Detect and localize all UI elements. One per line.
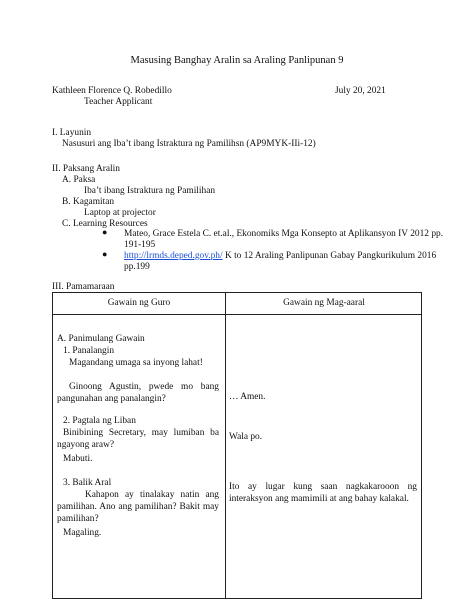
good-remark-1: Mabuti. <box>63 454 93 464</box>
section-1-heading: I. Layunin <box>52 128 92 138</box>
materials-label: B. Kagamitan <box>62 197 115 207</box>
bullet-icon: ● <box>102 249 108 259</box>
prayer-request-text: Ginoong Agustin, pwede mo bang pangunahan ang panalangin? <box>57 382 219 404</box>
market-definition-response: Ito ay lugar kung saan nagkakarooon ng interaksyon ang mamimili at ang bahay kalakal. <box>229 482 417 504</box>
author-role: Teacher Applicant <box>84 97 153 107</box>
table-header <box>53 293 421 315</box>
good-remark-2: Magaling. <box>63 528 102 538</box>
prayer-heading: 1. Panalangin <box>63 346 115 356</box>
absence-response: Wala po. <box>229 432 263 442</box>
attendance-heading: 2. Pagtala ng Liban <box>63 416 136 426</box>
objective-text: Nasusuri ang Iba’t ibang Istraktura ng Pamilihsn (AP9MYK-IIi-12) <box>62 139 316 149</box>
column-divider <box>225 293 226 598</box>
lesson-date: July 20, 2021 <box>335 86 386 96</box>
topic-text: Iba’t ibang Istraktura ng Pamilihan <box>84 186 216 196</box>
section-3-heading: III. Pamamaraan <box>52 282 115 292</box>
resource-2-link[interactable]: http://lrmds.deped.gov.ph/ <box>124 251 223 261</box>
author-name: Kathleen Florence Q. Robedillo <box>52 86 172 96</box>
materials-text: Laptop at projector <box>84 208 156 218</box>
section-2-heading: II. Paksang Aralin <box>52 164 120 174</box>
initial-activities-heading: A. Panimulang Gawain <box>57 334 145 344</box>
resource-2-text: K to 12 Araling Panlipunan Gabay Pangkurikulum 2016 <box>222 251 437 261</box>
teacher-column-header: Gawain ng Guro <box>107 298 171 308</box>
amen-response: … Amen. <box>229 392 266 402</box>
document-title: Masusing Banghay Aralin sa Araling Panlipunan 9 <box>130 55 344 66</box>
topic-label: A. Paksa <box>62 175 96 185</box>
resource-2-line-2: pp.199 <box>124 262 150 272</box>
review-heading: 3. Balik Aral <box>63 478 112 488</box>
resource-1-line-1: Mateo, Grace Estela C. et.al., Ekonomiks Mga Konsepto at Aplikansyon IV 2012 pp. <box>124 229 444 239</box>
attendance-question-text: Binibining Secretary, may lumiban ba ngayong araw? <box>57 428 219 450</box>
resource-1-line-2: 191-195 <box>124 240 156 250</box>
student-column-header: Gawain ng Mag-aaral <box>283 298 365 308</box>
resources-label: C. Learning Resources <box>62 219 148 229</box>
review-question-text: Kahapon ay tinalakay natin ang pamilihan. Ano ang pamilihan? Bakit may pamilihan? <box>57 490 219 524</box>
bullet-icon: ● <box>102 227 108 237</box>
resource-2-line-1 <box>124 251 436 262</box>
procedure-table <box>52 292 422 599</box>
greeting-text: Magandang umaga sa inyong lahat! <box>69 358 203 368</box>
